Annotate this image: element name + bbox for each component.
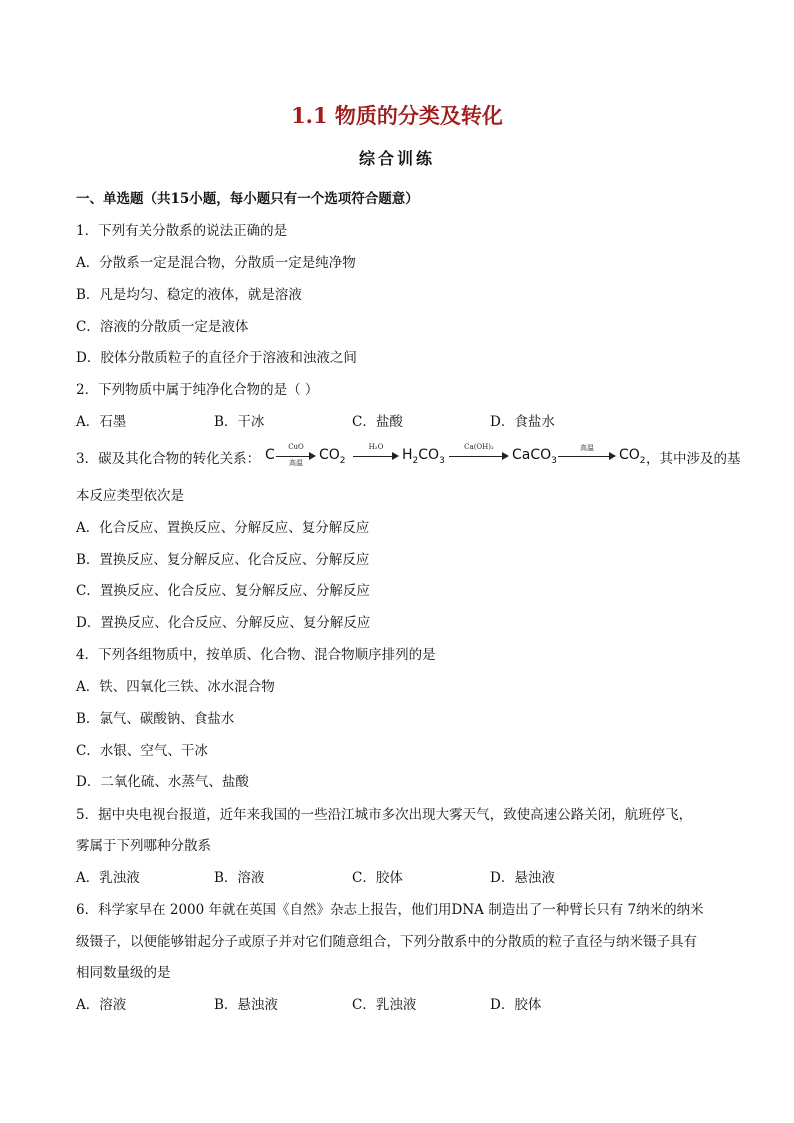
q5-option-d: D．悬浊液 xyxy=(490,870,555,886)
formula-co2-a: $CO_2$ xyxy=(319,447,346,466)
q3-option-a: A．化合反应、置换反应、分解反应、复分解反应 xyxy=(76,520,370,536)
page-subtitle: 综合训练 xyxy=(358,149,435,168)
q1-option-b: B．凡是均匀、稳定的液体，就是溶液 xyxy=(76,287,302,303)
q5-option-b: B．溶液 xyxy=(214,870,265,886)
reaction-arrow-3: Ca(OH)₂ xyxy=(449,445,509,469)
reaction-arrow-1: CuO 高温 xyxy=(276,445,316,469)
formula-h2co3: $H_2CO_3$ xyxy=(402,447,445,466)
formula-co2-b: $CO_2$ xyxy=(619,447,646,466)
q3-stem-continued: 本反应类型依次是 xyxy=(76,488,184,504)
q6-stem-line2: 级镊子，以便能够钳起分子或原子并对它们随意组合，下列分散系中的分散质的粒子直径与纳米镊子具有 xyxy=(76,934,697,950)
q6-option-c: C．乳浊液 xyxy=(352,997,417,1013)
q3-option-b: B．置换反应、复分解反应、化合反应、分解反应 xyxy=(76,552,370,568)
formula-c: C xyxy=(265,447,275,463)
q2-option-c: C．盐酸 xyxy=(352,414,403,430)
q3-suffix: ，其中涉及的基 xyxy=(646,451,741,467)
q3-option-d: D．置换反应、化合反应、分解反应、复分解反应 xyxy=(76,615,371,631)
q3-option-c: C．置换反应、化合反应、复分解反应、分解反应 xyxy=(76,583,370,599)
q6-stem-line3: 相同数量级的是 xyxy=(76,965,171,981)
q6-stem: 6．科学家早在 2000 年就在英国《自然》杂志上报告，他们用DNA 制造出了一种臂长只有 7纳米的纳米 xyxy=(76,902,704,918)
q2-option-d: D．食盐水 xyxy=(490,414,555,430)
reaction-arrow-2: H₂O xyxy=(353,445,399,469)
q5-option-a: A．乳浊液 xyxy=(76,870,140,886)
q4-option-b: B．氯气、碳酸钠、食盐水 xyxy=(76,711,235,727)
q6-options xyxy=(76,993,636,1013)
q1-option-c: C．溶液的分散质一定是液体 xyxy=(76,319,249,335)
q5-stem: 5．据中央电视台报道，近年来我国的一些沿江城市多次出现大雾天气，致使高速公路关闭，航班停飞， xyxy=(76,807,693,823)
q4-option-a: A．铁、四氧化三铁、冰水混合物 xyxy=(76,679,275,695)
q6-option-b: B．悬浊液 xyxy=(214,997,278,1013)
q3-prefix: 3．碳及其化合物的转化关系： xyxy=(76,451,261,467)
q3-reaction-line xyxy=(76,443,741,471)
q2-option-b: B．干冰 xyxy=(214,414,265,430)
q1-stem: 1．下列有关分散系的说法正确的是 xyxy=(76,223,288,239)
formula-caco3: CaCO$_3$ xyxy=(512,447,557,466)
q1-option-a: A．分散系一定是混合物，分散质一定是纯净物 xyxy=(76,255,356,271)
reaction-arrow-4: 高温 xyxy=(558,445,616,469)
q6-option-d: D．胶体 xyxy=(490,997,542,1013)
q1-option-d: D．胶体分散质粒子的直径介于溶液和浊液之间 xyxy=(76,350,357,366)
section-heading: 一、单选题（共15小题，每小题只有一个选项符合题意） xyxy=(76,191,419,207)
q4-option-d: D．二氧化硫、水蒸气、盐酸 xyxy=(76,774,249,790)
q5-options xyxy=(76,866,636,886)
q4-stem: 4．下列各组物质中，按单质、化合物、混合物顺序排列的是 xyxy=(76,647,436,663)
q5-option-c: C．胶体 xyxy=(352,870,403,886)
q2-stem: 2．下列物质中属于纯净化合物的是（ ） xyxy=(76,382,319,398)
q2-option-a: A．石墨 xyxy=(76,414,127,430)
q6-option-a: A．溶液 xyxy=(76,997,127,1013)
q2-options xyxy=(76,410,636,430)
page-title: 1.1 物质的分类及转化 xyxy=(291,103,503,128)
q4-option-c: C．水银、空气、干冰 xyxy=(76,743,208,759)
q5-stem-continued: 雾属于下列哪种分散系 xyxy=(76,838,211,854)
